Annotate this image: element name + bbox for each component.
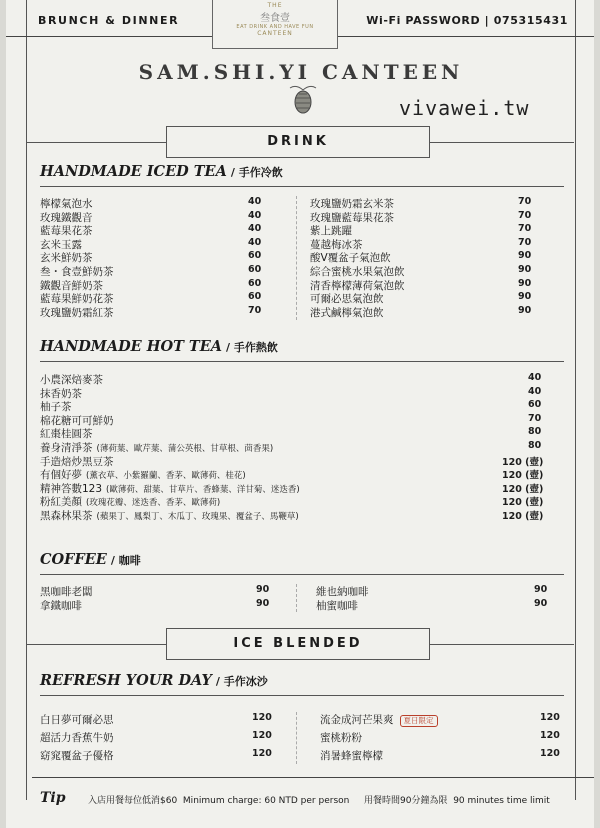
- iced-tea-heading: [40, 163, 283, 180]
- iced-tea-title-zh: / 手作冷飲: [230, 166, 283, 179]
- menu-item: 小農深焙麥茶 40: [40, 372, 542, 386]
- logo-tagline: EAT DRINK AND HAVE FUN: [236, 24, 314, 30]
- iced-tea-left-list: [40, 196, 266, 318]
- menu-item: 蔓越梅冰茶 70: [310, 236, 532, 251]
- menu-item: 柚蜜咖啡 90: [316, 597, 548, 612]
- menu-item: 綜合蜜桃水果氣泡飲 90: [310, 263, 532, 278]
- logo-name: 叁食壹: [260, 13, 290, 24]
- drink-section-band: [26, 126, 574, 158]
- column-divider: [296, 584, 297, 612]
- menu-item: 港式鹹檸氣泡飲 90: [310, 304, 532, 319]
- header-brunch-dinner: BRUNCH & DINNER: [38, 14, 180, 27]
- menu-item: 酸V覆盆子氣泡飲 90: [310, 250, 532, 265]
- menu-item: 白日夢可爾必思 120: [40, 712, 272, 726]
- menu-item: 玫瑰鹽奶霜紅茶 70: [40, 304, 262, 319]
- coffee-heading: [40, 551, 141, 568]
- hot-tea-rule: [40, 361, 564, 362]
- watermark: vivawei.tw: [399, 96, 530, 120]
- menu-item: 粉紅美顏 (玫瑰花瓣、迷迭香、香茅、歐薄荷) 120 (壺): [40, 496, 544, 509]
- refresh-right-list: [320, 712, 560, 766]
- iced-tea-rule: [40, 186, 564, 187]
- hot-tea-title-zh: / 手作熱飲: [226, 341, 278, 354]
- menu-item: 叁・食壹鮮奶茶 60: [40, 263, 262, 278]
- menu-item: 消暑蜂蜜檸檬 120: [320, 748, 560, 762]
- logo-canteen: CANTEEN: [257, 30, 293, 37]
- menu-item: 維也納咖啡 90: [316, 584, 548, 598]
- hot-tea-list: [40, 372, 550, 522]
- menu-item: 黑森林果茶 (蘋果丁、鳳梨丁、木瓜丁、玫瑰果、覆盆子、馬鞭草) 120 (壺): [40, 509, 544, 522]
- limited-badge: 夏日限定: [400, 715, 438, 727]
- menu-item: 檸檬氣泡水 40: [40, 196, 262, 210]
- menu-item: 拿鐵咖啡 90: [40, 597, 270, 612]
- logo: [212, 0, 338, 49]
- menu-item: 玄米玉露 40: [40, 236, 262, 251]
- tip-time-limit: 用餐時間90分鐘為限 90 minutes time limit: [364, 796, 550, 806]
- coffee-title: COFFEE: [40, 551, 107, 568]
- menu-item: 抹香奶茶 40: [40, 385, 542, 400]
- menu-item: 藍莓果花茶 40: [40, 223, 262, 238]
- refresh-left-list: [40, 712, 276, 766]
- ice-blended-section-band: [26, 628, 574, 660]
- menu-item: 有個好夢 (薰衣草、小紫羅蘭、香茅、歐薄荷、桂花) 120 (壺): [40, 469, 544, 482]
- menu-item: 流金成河芒果爽 夏日限定 120: [320, 712, 560, 726]
- iced-tea-title: HANDMADE ICED TEA: [40, 163, 227, 180]
- menu-item: 黑咖啡老闆 90: [40, 584, 270, 598]
- menu-item: 柚子茶 60: [40, 399, 542, 414]
- refresh-rule: [40, 695, 564, 696]
- menu-item: 玄米鮮奶茶 60: [40, 250, 262, 265]
- header-wifi-password: Wi-Fi PASSWORD | 075315431: [366, 14, 568, 27]
- logo-the: THE: [267, 2, 283, 9]
- menu-item: 棉花糖可可鮮奶 70: [40, 412, 542, 427]
- refresh-heading: [40, 672, 268, 689]
- hot-tea-title: HANDMADE HOT TEA: [40, 338, 223, 355]
- column-divider: [296, 196, 297, 320]
- menu-item: 養身清淨茶 (薄荷葉、歐芹葉、蒲公英根、甘草根、茴香果) 80: [40, 439, 542, 454]
- menu-item: 玫瑰鹽藍莓果花茶 70: [310, 209, 532, 224]
- pinecone-icon: [286, 82, 320, 116]
- menu-item: 紫上跳躍 70: [310, 223, 532, 238]
- coffee-title-zh: / 咖啡: [110, 554, 141, 567]
- iced-tea-right-list: [310, 196, 546, 318]
- refresh-title-zh: / 手作冰沙: [215, 675, 268, 688]
- menu-item: 玫瑰鹽奶霜玄米茶 70: [310, 196, 532, 210]
- menu-item: 鐵觀音鮮奶茶 60: [40, 277, 262, 292]
- menu-item: 手造焙炒黑豆茶 120 (壺): [40, 455, 544, 468]
- column-divider: [296, 712, 297, 764]
- tip-min-charge: 入店用餐每位低消$60 Minimum charge: 60 NTD per person: [88, 796, 350, 806]
- refresh-title: REFRESH YOUR DAY: [40, 672, 212, 689]
- menu-item: 紅棗桂圓茶 80: [40, 426, 542, 441]
- menu-item: 精神答數123 (歐薄荷、甜葉、甘草片、香蜂葉、洋甘菊、迷迭香) 120 (壺): [40, 482, 544, 495]
- tip-rule: [32, 777, 594, 778]
- menu-item: 窈窕覆盆子優格 120: [40, 748, 272, 762]
- coffee-left-list: [40, 584, 276, 611]
- menu-item: 玫瑰鐵觀音 40: [40, 209, 262, 224]
- menu-item: 清香檸檬薄荷氣泡飲 90: [310, 277, 532, 292]
- tip-label: Tip: [40, 790, 66, 806]
- menu-item: 藍莓果鮮奶花茶 60: [40, 291, 262, 306]
- hot-tea-heading: [40, 338, 278, 355]
- menu-item: 蜜桃粉粉 120: [320, 730, 560, 744]
- ice-blended-section-title: ICE BLENDED: [166, 628, 430, 660]
- coffee-right-list: [316, 584, 552, 611]
- menu-item: 可爾必思氣泡飲 90: [310, 291, 532, 306]
- menu-paper: [6, 0, 594, 828]
- menu-item: 超活力香蕉牛奶 120: [40, 730, 272, 744]
- drink-section-title: DRINK: [166, 126, 430, 158]
- coffee-rule: [40, 574, 564, 575]
- restaurant-name: SAM.SHI.YI CANTEEN: [138, 60, 464, 84]
